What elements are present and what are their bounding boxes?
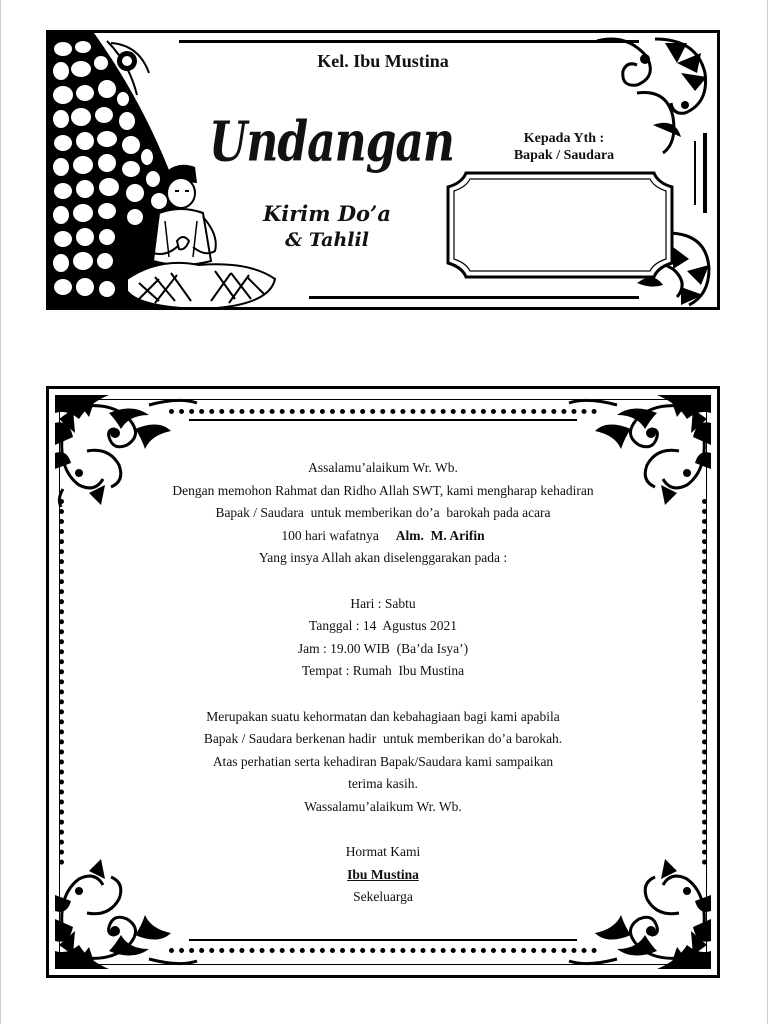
recipient-block [469, 130, 659, 164]
event-day: Hari : Sabtu [350, 595, 416, 611]
farewell: Wassalamu’alaikum Wr. Wb. [304, 798, 462, 814]
dotted-border-bottom [169, 948, 597, 953]
solid-border-bottom [189, 939, 577, 941]
letter-body [49, 457, 717, 909]
recipient-value: Bapak / Saudara [513, 148, 615, 163]
closing-line: terima kasih. [348, 776, 418, 792]
spacer [49, 683, 717, 706]
recipient-label: Kepada Yth : [523, 131, 605, 146]
spacer [49, 819, 717, 842]
greeting: Assalamu’alaikum Wr. Wb. [308, 460, 458, 475]
deceased-name: Alm. M. Arifin [395, 527, 485, 543]
occasion-prefix: 100 hari wafatnya [281, 527, 379, 543]
top-rule [179, 40, 639, 43]
dotted-border-top [169, 409, 597, 414]
invitation-letter [46, 386, 720, 978]
spacer [49, 570, 717, 593]
closing-line: Bapak / Saudara berkenan hadir untuk memberikan do’a barokah. [203, 731, 563, 747]
signer-suffix: Sekeluarga [353, 889, 413, 905]
address-box [444, 169, 676, 281]
occasion-line [49, 525, 717, 548]
invitation-title: Undangan [209, 110, 454, 175]
signer-name: Ibu Mustina [347, 866, 419, 882]
solid-border-top [189, 419, 577, 421]
regards: Hormat Kami [345, 844, 421, 860]
envelope-card [46, 30, 720, 310]
invitation-subtitle-line2: & Tahlil [285, 229, 369, 251]
closing-line: Merupakan suatu kehormatan dan kebahagiaan bagi kami apabila [206, 708, 560, 724]
page-edge-left [0, 0, 1, 1024]
intro-line: Dengan memohon Rahmat dan Ridho Allah SWT, kami mengharap kehadiran [172, 482, 594, 498]
invitation-subtitle-line1: Kirim Do’a [263, 201, 391, 226]
event-place: Tempat : Rumah Ibu Mustina [301, 663, 465, 679]
schedule-intro: Yang insya Allah akan diselenggarakan pada : [258, 550, 508, 566]
event-date: Tanggal : 14 Agustus 2021 [309, 618, 457, 634]
intro-line: Bapak / Saudara untuk memberikan do’a barokah pada acara [215, 505, 551, 521]
signer-line [49, 864, 717, 887]
event-time: Jam : 19.00 WIB (Ba’da Isya’) [297, 640, 469, 656]
family-name: Kel. Ibu Mustina [317, 51, 449, 71]
closing-line: Atas perhatian serta kehadiran Bapak/Saudara kami sampaikan [212, 753, 554, 769]
